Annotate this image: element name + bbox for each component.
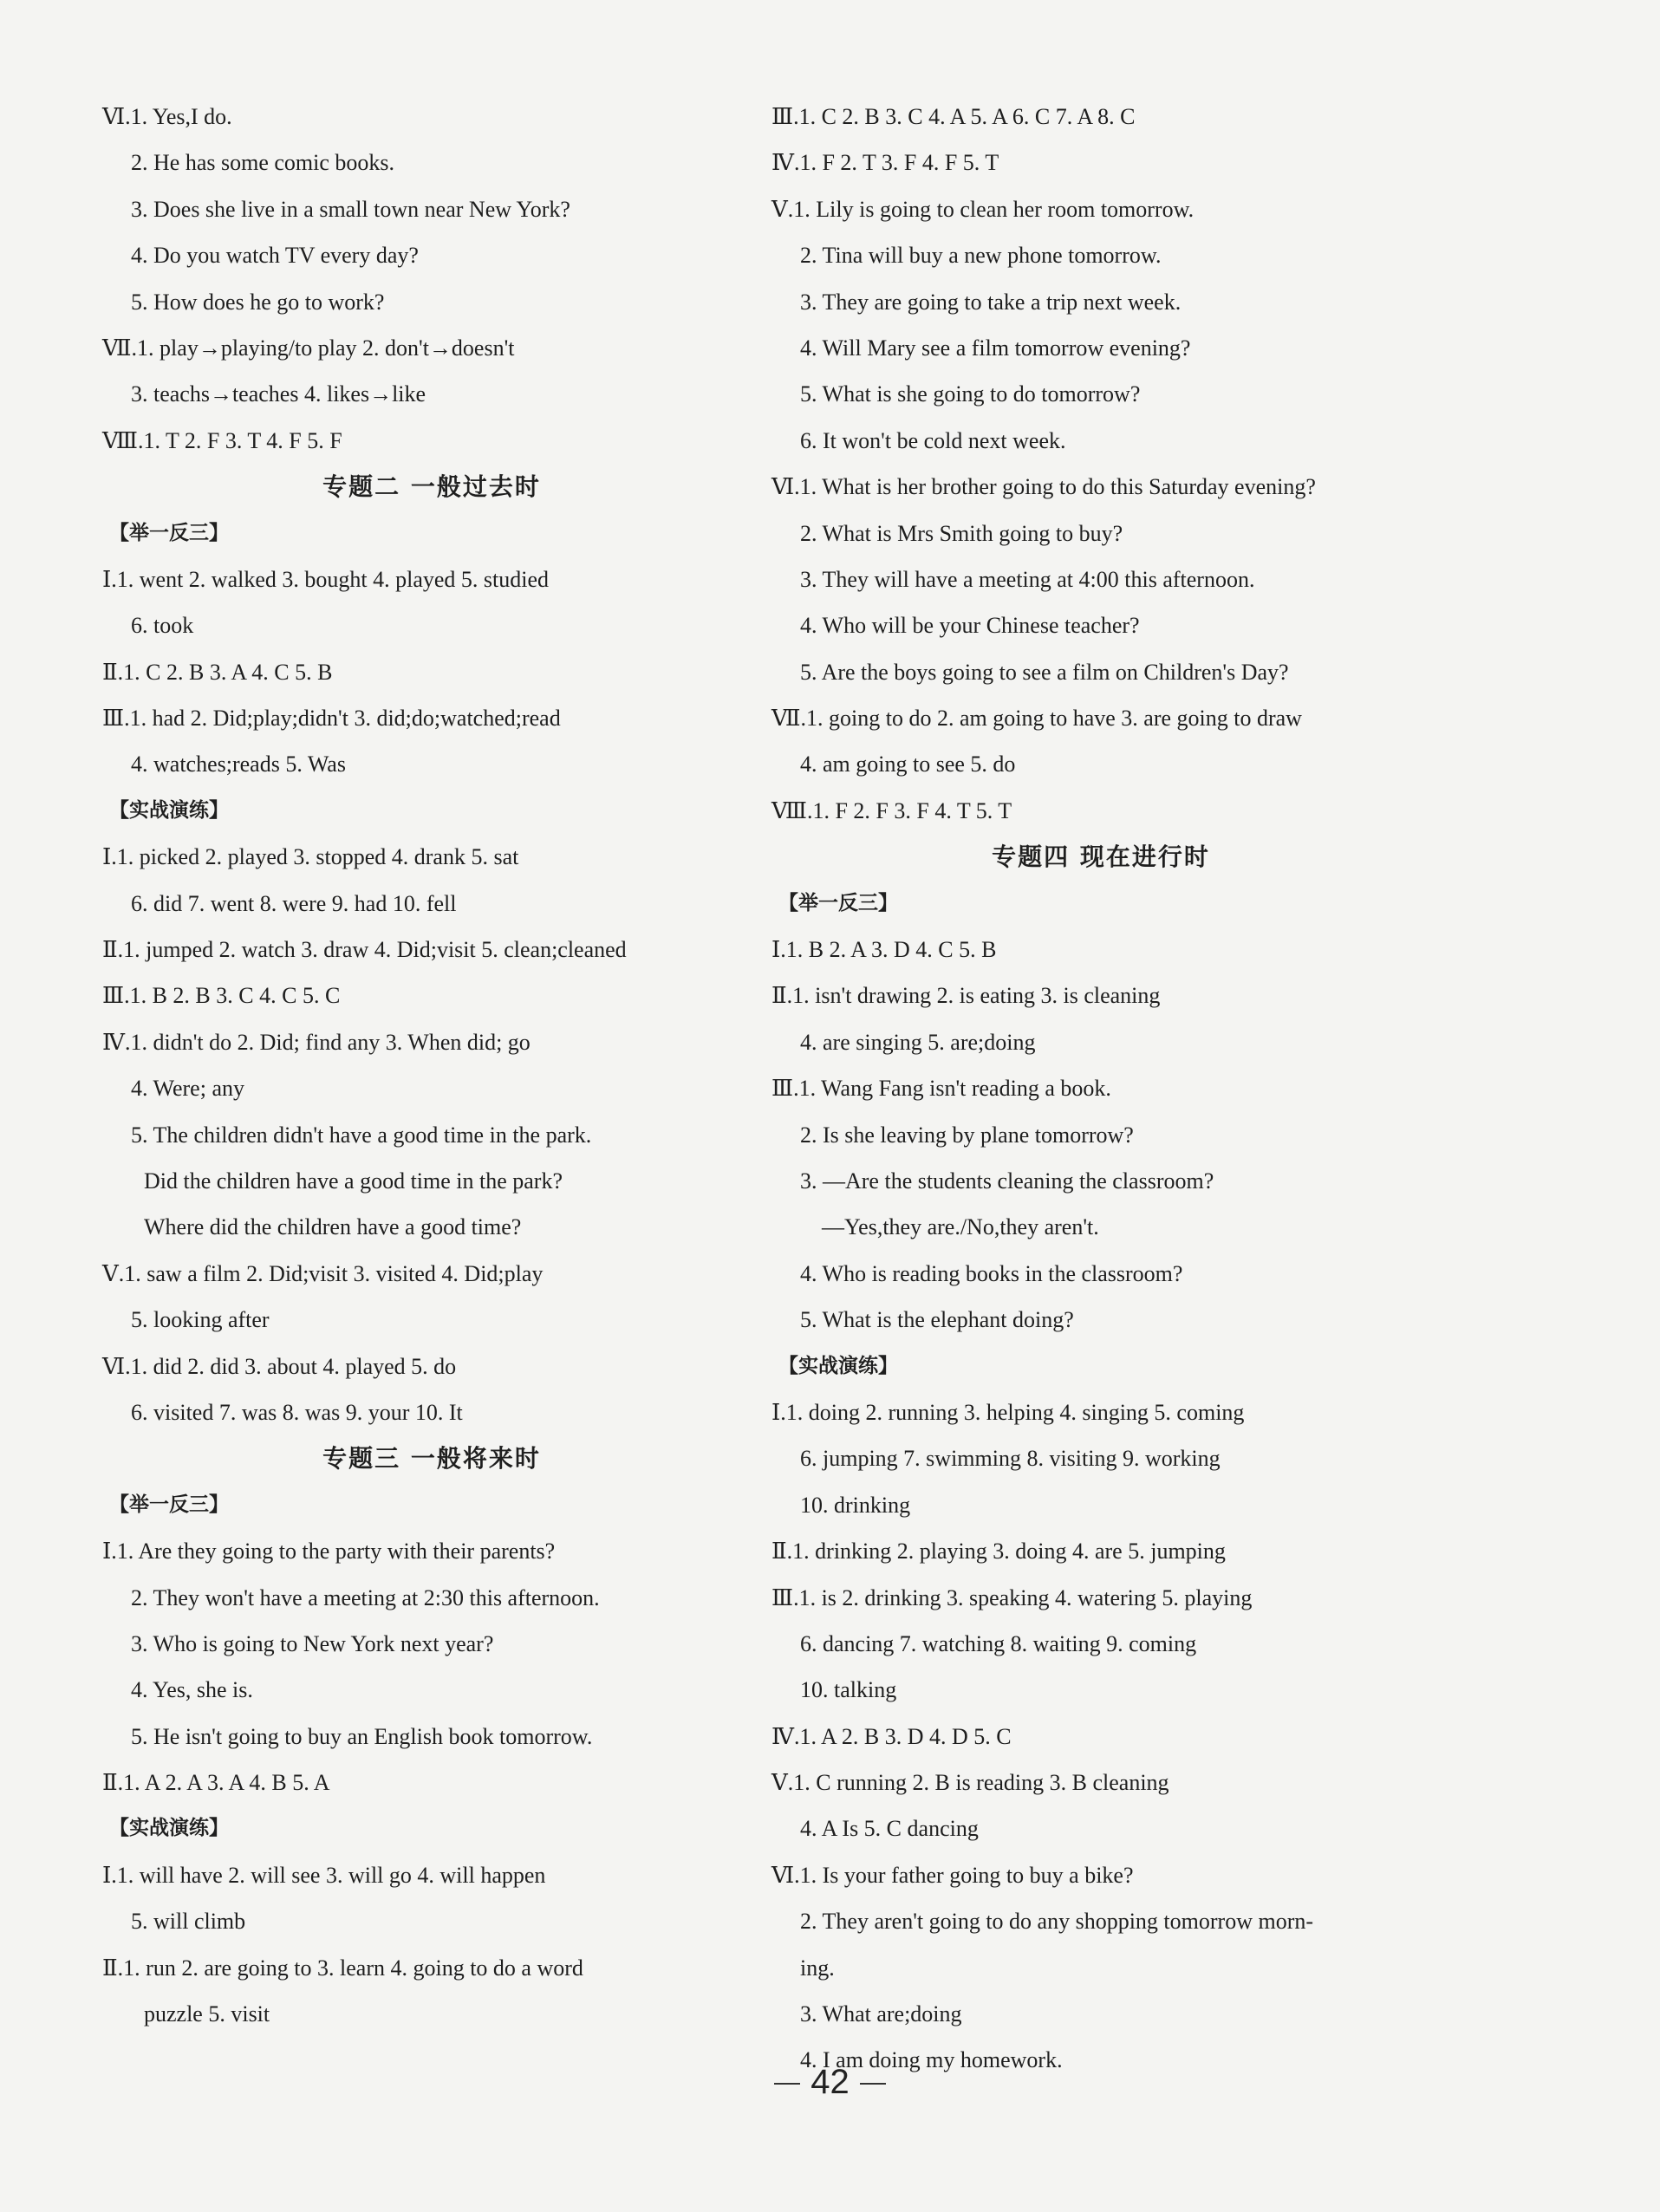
answer-line: 4. watches;reads 5. Was [131,751,346,777]
answer-line: 2. Is she leaving by plane tomorrow? [800,1122,1134,1148]
section-heading: 专题三 一般将来时 [322,1444,541,1474]
answer-line: Ⅰ.1. Are they going to the party with their parents? [102,1539,556,1565]
answer-line: 3. Who is going to New York next year? [131,1630,494,1656]
answer-line: Ⅴ.1. Lily is going to clean her room tomorrow. [771,196,1195,222]
subsection-label: 【举一反三】 [778,891,898,914]
answer-line: Ⅷ.1. T 2. F 3. T 4. F 5. F [102,427,342,453]
answer-line: Ⅰ.1. went 2. walked 3. bought 4. played 5. studied [102,566,550,592]
answer-line: Ⅰ.1. doing 2. running 3. helping 4. singing 5. coming [771,1399,1245,1425]
answer-line: 4. Do you watch TV every day? [131,243,419,269]
answer-line: 6. did 7. went 8. were 9. had 10. fell [131,890,457,916]
page-footer [0,2063,1660,2102]
answer-line: 3. Does she live in a small town near New York? [131,196,570,222]
subsection-label: 【举一反三】 [109,521,229,544]
answer-line: 4. A Is 5. C dancing [800,1816,979,1842]
answer-line: 5. He isn't going to buy an English book tomorrow. [131,1723,593,1749]
section-heading: 专题四 现在进行时 [992,843,1210,872]
answer-line: Ⅰ.1. will have 2. will see 3. will go 4. will happen [102,1862,546,1888]
answer-line: Ⅵ.1. Yes,I do. [102,104,232,129]
answer-line: 4. are singing 5. are;doing [800,1029,1036,1055]
footer-dash-right [860,2083,886,2085]
answer-line: ing. [800,1955,835,1981]
answer-line: Ⅳ.1. A 2. B 3. D 4. D 5. C [771,1723,1012,1749]
subsection-label: 【实战演练】 [109,798,229,822]
answer-line: Ⅲ.1. C 2. B 3. C 4. A 5. A 6. C 7. A 8. C [771,104,1136,129]
answer-line: 5. What is the elephant doing? [800,1307,1074,1333]
answer-line: 6. visited 7. was 8. was 9. your 10. It [131,1399,463,1425]
footer-dash-left [774,2083,800,2085]
answer-line: Ⅱ.1. jumped 2. watch 3. draw 4. Did;visit 5. clean;cleaned [102,937,627,963]
answer-line: 2. He has some comic books. [131,150,395,176]
answer-line: Where did the children have a good time? [144,1214,522,1240]
answer-line: 6. took [131,613,194,639]
answer-line: 4. am going to see 5. do [800,751,1016,777]
answer-line: 4. Will Mary see a film tomorrow evening? [800,335,1191,361]
answer-line: 2. What is Mrs Smith going to buy? [800,520,1123,546]
answer-line: Ⅱ.1. isn't drawing 2. is eating 3. is cleaning [771,983,1161,1009]
answer-line: Ⅴ.1. saw a film 2. Did;visit 3. visited 4. Did;play [102,1260,544,1286]
answer-line: Ⅵ.1. What is her brother going to do this Saturday evening? [771,474,1316,500]
answer-line: 4. Were; any [131,1076,244,1102]
answer-line: Ⅲ.1. Wang Fang isn't reading a book. [771,1076,1111,1102]
answer-line: Ⅳ.1. F 2. T 3. F 4. F 5. T [771,150,999,176]
answer-line: 2. They aren't going to do any shopping tomorrow morn- [800,1909,1314,1935]
answer-line: 5. will climb [131,1909,246,1935]
answer-line: 4. I am doing my homework. [800,2047,1063,2073]
answer-line: puzzle 5. visit [144,2001,270,2027]
answer-line: Ⅵ.1. did 2. did 3. about 4. played 5. do [102,1353,457,1379]
answer-line: 4. Who will be your Chinese teacher? [800,613,1140,639]
subsection-label: 【实战演练】 [109,1817,229,1840]
answer-line: 6. It won't be cold next week. [800,427,1066,453]
answer-line: Ⅴ.1. C running 2. B is reading 3. B cleaning [771,1770,1169,1796]
answer-line: Ⅱ.1. C 2. B 3. A 4. C 5. B [102,659,333,685]
answer-line: —Yes,they are./No,they aren't. [822,1214,1099,1240]
answer-line: 5. Are the boys going to see a film on Children's Day? [800,659,1289,685]
answer-line: 5. The children didn't have a good time in the park. [131,1122,592,1148]
answer-line: 2. Tina will buy a new phone tomorrow. [800,243,1162,269]
answer-line: Did the children have a good time in the park? [144,1168,563,1194]
answer-line: Ⅷ.1. F 2. F 3. F 4. T 5. T [771,797,1012,823]
answer-line: 10. talking [800,1677,897,1703]
answer-line: 3. teachs→teaches 4. likes→like [131,381,426,407]
answer-line: 5. What is she going to do tomorrow? [800,381,1141,407]
answer-line: 3. —Are the students cleaning the classroom? [800,1168,1214,1194]
answer-line: Ⅵ.1. Is your father going to buy a bike? [771,1862,1134,1888]
subsection-label: 【举一反三】 [109,1493,229,1516]
answer-line: Ⅰ.1. B 2. A 3. D 4. C 5. B [771,937,997,963]
answer-line: 6. dancing 7. watching 8. waiting 9. coming [800,1630,1197,1656]
answer-line: Ⅱ.1. run 2. are going to 3. learn 4. going to do a word [102,1955,583,1981]
answer-line: 5. How does he go to work? [131,289,385,315]
answer-line: 2. They won't have a meeting at 2:30 this afternoon. [131,1584,600,1610]
answer-line: Ⅲ.1. B 2. B 3. C 4. C 5. C [102,983,341,1009]
answer-line: 3. They are going to take a trip next week. [800,289,1182,315]
answer-line: Ⅱ.1. drinking 2. playing 3. doing 4. are 5. jumping [771,1539,1226,1565]
answer-line: Ⅳ.1. didn't do 2. Did; find any 3. When did; go [102,1029,531,1055]
answer-line: 5. looking after [131,1307,270,1333]
answer-line: Ⅶ.1. going to do 2. am going to have 3. are going to draw [771,706,1302,732]
answer-line: 6. jumping 7. swimming 8. visiting 9. working [800,1446,1221,1472]
answer-line: 10. drinking [800,1492,911,1518]
page-number: 42 [810,2063,850,2101]
answer-line: 3. What are;doing [800,2001,962,2027]
answer-line: Ⅲ.1. is 2. drinking 3. speaking 4. watering 5. playing [771,1584,1253,1610]
right-column [771,94,1430,2084]
section-heading: 专题二 一般过去时 [322,472,541,502]
answer-line: 3. They will have a meeting at 4:00 this afternoon. [800,566,1255,592]
answer-line: Ⅶ.1. play→playing/to play 2. don't→doesn't [102,335,515,361]
answer-line: Ⅲ.1. had 2. Did;play;didn't 3. did;do;watched;read [102,706,561,732]
answer-line: 4. Who is reading books in the classroom? [800,1260,1183,1286]
answer-line: Ⅱ.1. A 2. A 3. A 4. B 5. A [102,1770,330,1796]
subsection-label: 【实战演练】 [778,1354,898,1377]
answer-line: Ⅰ.1. picked 2. played 3. stopped 4. drank 5. sat [102,844,519,870]
left-column [102,94,761,2037]
answer-line: 4. Yes, she is. [131,1677,253,1703]
